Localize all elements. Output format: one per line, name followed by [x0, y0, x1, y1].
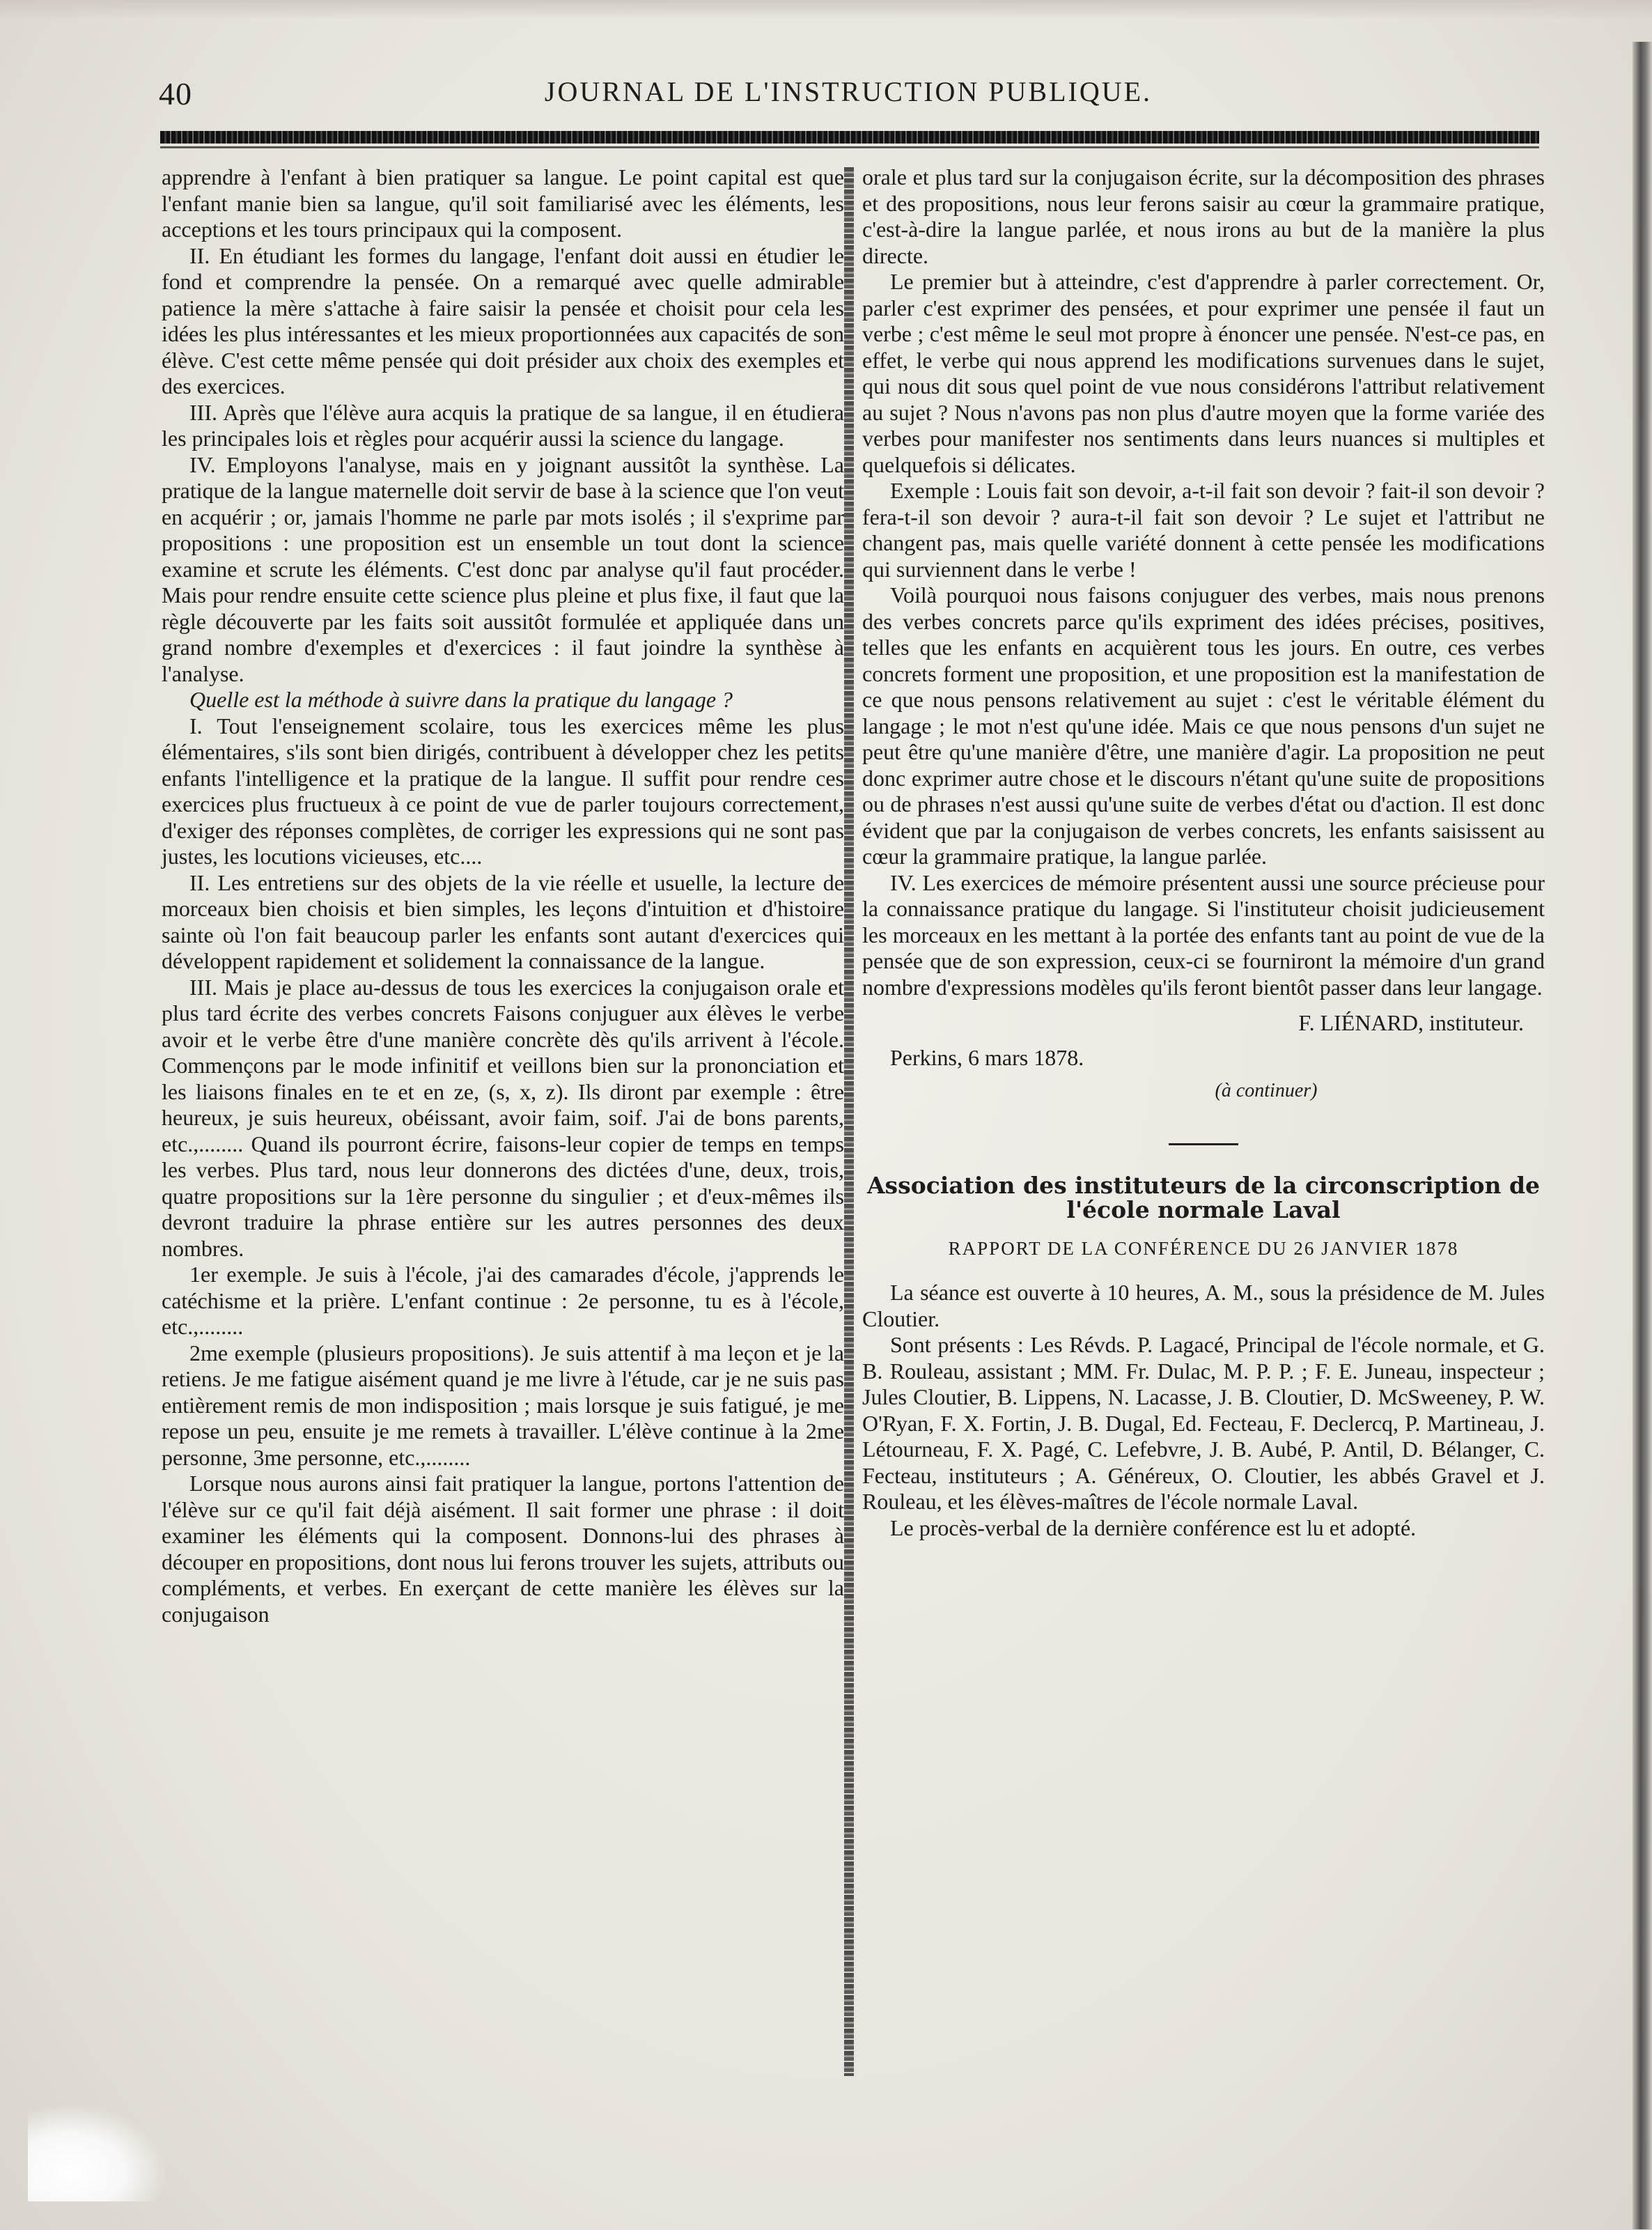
paragraph: I. Tout l'enseignement scolaire, tous les exercices même les plus élémentaires, s'ils sont bien dirigés, contribuent à développer chez les petits enfants l'intelligence et la pratique de la langue. Il suffit pour rendre ces exercices plus fructueux à ce point de vue de parler toujours correctement, d'exiger des réponses complètes, de corriger les expressions qui ne sont pas justes, les locutions vicieuses, etc....	[162, 713, 844, 869]
scan-binding-edge	[1632, 42, 1652, 2229]
section-question: Quelle est la méthode à suivre dans la pratique du langage ?	[189, 687, 733, 712]
paragraph: II. En étudiant les formes du langage, l'enfant doit aussi en étudier le fond et comprendre la pensée. On a remarqué avec quelle admirable patience la mère s'attache à faire saisir la pensée et choisit pour cela les idées les plus intéressantes et les mieux proportionnées aux capacités de son élève. C'est cette même pensée qui doit présider aux choix des exemples et des exercices.	[162, 242, 844, 398]
paragraph: II. Les entretiens sur des objets de la vie réelle et usuelle, la lecture de morceaux bien choisis et bien simples, les leçons d'intuition et d'histoire sainte où l'on fait beaucoup parler les enfants sont autant d'exercices qui développent rapidement et solidement la connaissance de la langue.	[162, 869, 844, 973]
paragraph: IV. Les exercices de mémoire présentent aussi une source précieuse pour la connaissance pratique du langage. Si l'instituteur choisit judicieusement les morceaux en les mettant à la portée des enfants tant au point de vue de la pensée que de son expression, ceux-ci se fourniront la mémoire d'un grand nombre d'expressions modèles qu'ils feront bientôt passer dans leur langage.	[862, 869, 1545, 1000]
association-heading: Association des instituteurs de la circonscription de l'école normale Laval	[866, 1171, 1541, 1223]
left-column	[162, 164, 844, 1627]
header-rule	[160, 131, 1539, 144]
scan-blemish	[28, 2104, 167, 2201]
page-number: 40	[159, 76, 192, 111]
paragraph: III. Mais je place au-dessus de tous les exercices la conjugaison orale et plus tard écrite des verbes concrets Faisons conjuguer aux élèves le verbe avoir et le verbe être d'une manière concrète dès qu'ils arrivent à l'école. Commençons par le mode infinitif et veillons bien sur la prononciation et les liaisons finales en te et en ze, (s, x, z). Ils diront par exemple : être heureux, je suis heureux, obéissant, avoir faim, soif. J'ai de bons parents, etc.,........ Quand ils pourront écrire, faisons-leur copier de temps en temps les verbes. Plus tard, nous leur donnerons des dictées d'une, deux, trois, quatre propositions sur la 1ère personne du singulier ; et d'eux-mêmes ils devront traduire la phrase entière sur les autres personnes des deux nombres.	[162, 974, 844, 1261]
header-rule-thin	[160, 146, 1539, 148]
paragraph: Le premier but à atteindre, c'est d'apprendre à parler correctement. Or, parler c'est exprimer des pensées, et pour exprimer une pensée il faut un verbe ; c'est même le seul mot propre à énoncer une pensée. N'est-ce pas, en effet, le verbe qui nous apprend les modifications survenues dans le sujet, qui nous dit sous quel point de vue nous considérons l'attribut relativement au sujet ? Nous n'avons pas non plus d'autre moyen que la forme variée des verbes pour manifester nos sentiments dans leurs nuances si multiples et quelquefois si délicates.	[862, 269, 1545, 477]
paragraph: 2me exemple (plusieurs propositions). Je suis attentif à ma leçon et je la retiens. Je me fatigue aisément quand je me livre à l'étude, car je ne suis pas entièrement remis de mon indisposition ; mais lorsque je suis fatigué, je me repose un peu, ensuite je me remets à travailler. L'élève continue à la 2me personne, 3me personne, etc.,........	[162, 1340, 844, 1470]
right-column	[862, 164, 1545, 1541]
dateline: Perkins, 6 mars 1878.	[890, 1044, 1084, 1070]
paragraph: Voilà pourquoi nous faisons conjuguer des verbes, mais nous prenons des verbes concrets parce qu'ils expriment des idées précises, positives, telles que les enfants en acquièrent tous les jours. En outre, ces verbes concrets forment une proposition, et une proposition est la manifestation de ce que nous pensons relativement au sujet : c'est le véritable élément du langage ; le mot n'est qu'une idée. Mais ce que nous pensons d'un sujet ne peut être qu'une manière d'être, une manière d'agir. La proposition ne peut donc exprimer autre chose et le discours n'étant qu'une suite de propositions ou de phrases n'est aussi qu'une suite de verbes d'état ou d'action. Il est donc évident que par la conjugaison de verbes concrets, les enfants saisissent au cœur la grammaire pratique, la langue parlée.	[862, 582, 1545, 869]
paragraph: III. Après que l'élève aura acquis la pratique de sa langue, il en étudiera les principales lois et règles pour acquérir aussi la science du langage.	[162, 399, 844, 451]
paragraph: 1er exemple. Je suis à l'école, j'ai des camarades d'école, j'apprends le catéchisme et la prière. L'enfant continue : 2e personne, tu es à l'école, etc.,........	[162, 1262, 844, 1339]
paragraph: orale et plus tard sur la conjugaison écrite, sur la décomposition des phrases et des propositions, nous leur ferons saisir au cœur la grammaire pratique, c'est-à-dire la langue parlée, et nous irons au but de la manière la plus directe.	[862, 164, 1545, 268]
author-signature: F. LIÉNARD, instituteur.	[1298, 1010, 1524, 1035]
journal-title: JOURNAL DE L'INSTRUCTION PUBLIQUE.	[544, 76, 1153, 107]
association-subheading: RAPPORT DE LA CONFÉRENCE DU 26 JANVIER 1878	[948, 1237, 1459, 1259]
scan-top-edge	[0, 0, 1652, 20]
paragraph: Sont présents : Les Révds. P. Lagacé, Principal de l'école normale, et G. B. Rouleau, assistant ; MM. Fr. Dulac, M. P. P. ; F. E. Juneau, inspecteur ; Jules Cloutier, B. Lippens, N. Lacasse, J. B. Cloutier, D. McSweeney, P. W. O'Ryan, F. X. Fortin, J. B. Dugal, Ed. Fecteau, F. Declercq, P. Martineau, J. Létourneau, F. X. Pagé, C. Lefebvre, J. B. Aubé, P. Antil, D. Bélanger, C. Fecteau, instituteurs ; A. Généreux, O. Cloutier, les abbés Gravel et J. Rouleau, et les élèves-maîtres de l'école normale Laval.	[862, 1332, 1545, 1514]
continued-note: (à continuer)	[1215, 1080, 1318, 1101]
paragraph: La séance est ouverte à 10 heures, A. M., sous la présidence de M. Jules Cloutier.	[862, 1280, 1545, 1331]
paragraph: Exemple : Louis fait son devoir, a-t-il fait son devoir ? fait-il son devoir ? fera-t-il son devoir ? aura-t-il fait son devoir ? Le sujet et l'attribut ne changent pas, mais quelle variété donnent à cette pensée les modifications qui surviennent dans le verbe !	[862, 478, 1545, 582]
paragraph: Le procès-verbal de la dernière conférence est lu et adopté.	[890, 1515, 1417, 1540]
paragraph: IV. Employons l'analyse, mais en y joignant aussitôt la synthèse. La pratique de la langue maternelle doit servir de base à la science que l'on veut en acquérir ; or, jamais l'homme ne parle par mots isolés ; il s'exprime par propositions : une proposition est un ensemble un tout dont la science examine et scrute les éléments. C'est donc par analyse qu'il faut procéder. Mais pour rendre ensuite cette science plus pleine et plus fixe, il faut que la règle découverte par les faits soit aussitôt formulée et appliquée dans un grand nombre d'exemples et d'exercices : il faut joindre la synthèse à l'analyse.	[162, 451, 844, 686]
page-header	[159, 75, 1538, 120]
paragraph: Lorsque nous aurons ainsi fait pratiquer la langue, portons l'attention de l'élève sur ce qu'il fait déjà aisément. Il sait former une phrase : il doit examiner les éléments qui la composent. Donnons-lui des phrases à découper en propositions, dont nous lui ferons trouver les sujets, attributs ou compléments, et verbes. En exerçant de cette manière les élèves sur la conjugaison	[162, 1471, 844, 1627]
column-gutter-rule	[844, 167, 854, 2076]
paragraph: apprendre à l'enfant à bien pratiquer sa langue. Le point capital est que l'enfant manie bien sa langue, qu'il soit familiarisé avec les éléments, les acceptions et les tours principaux qui la composent.	[162, 164, 844, 242]
section-divider	[1169, 1143, 1238, 1145]
